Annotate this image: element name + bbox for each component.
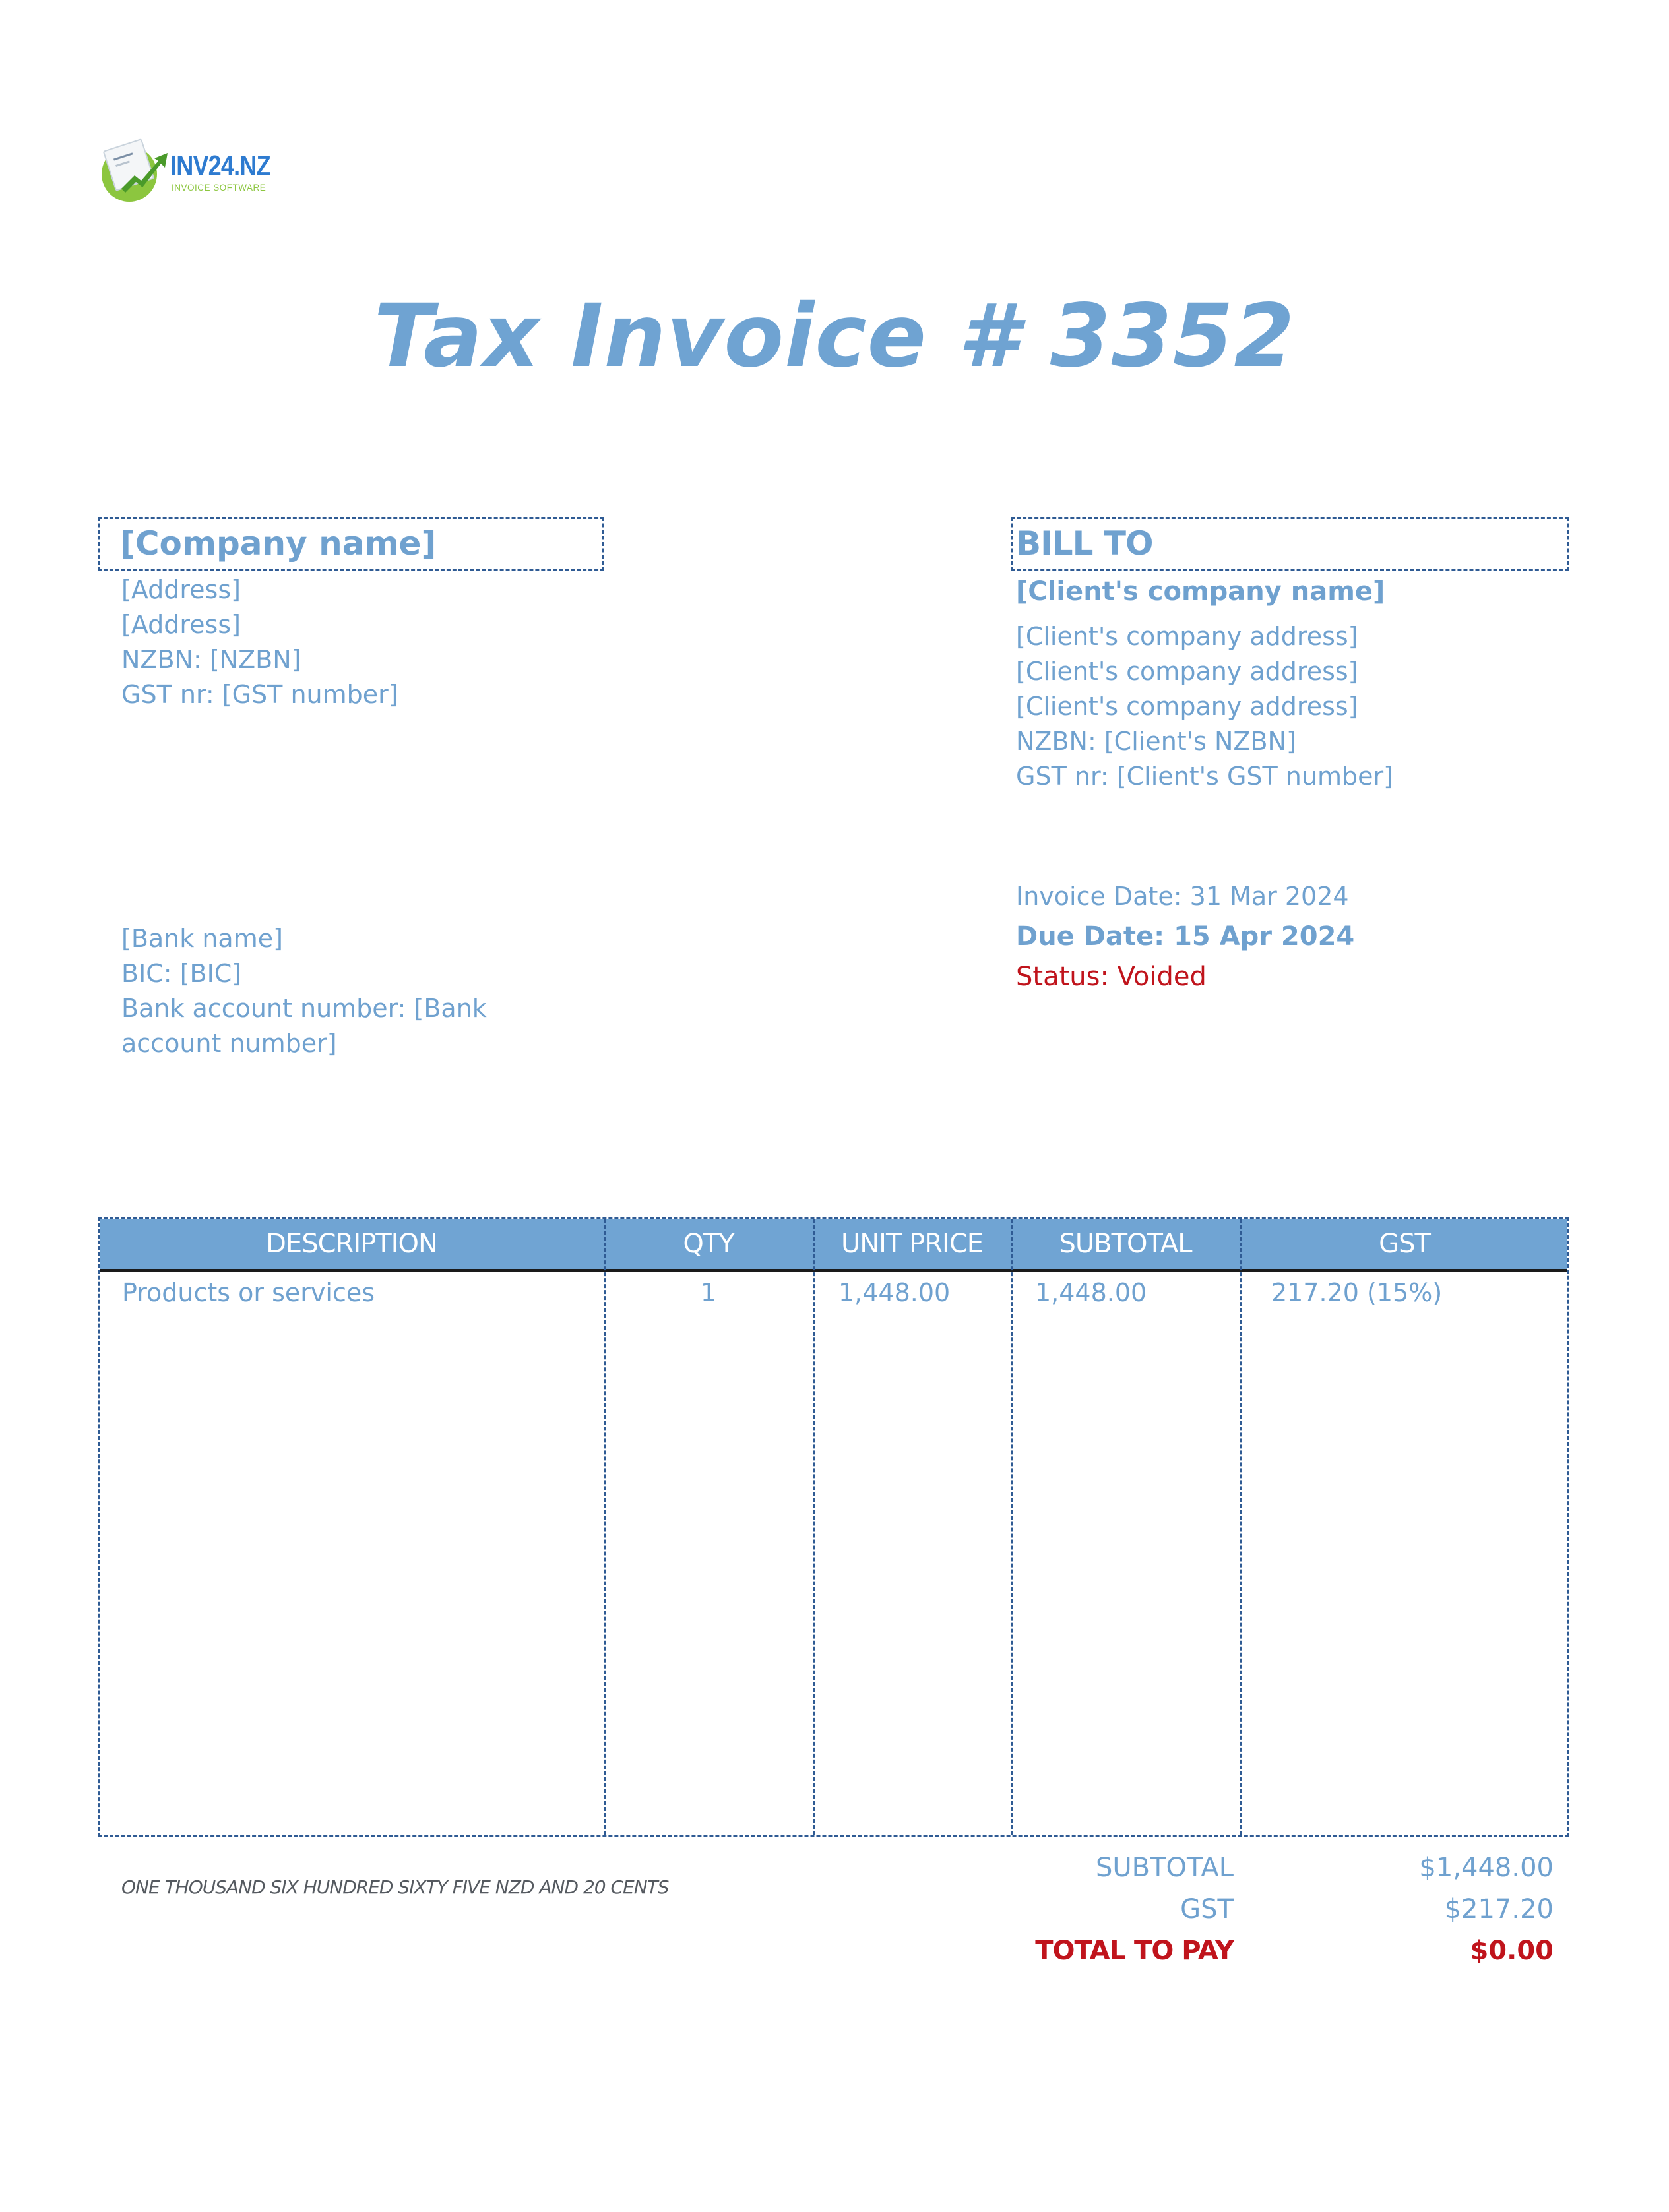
total-to-pay-value: $0.00 [1470,1936,1554,1966]
amount-in-words: ONE THOUSAND SIX HUNDRED SIXTY FIVE NZD AND 20 CENTS [121,1876,669,1898]
company-address-block [121,572,398,712]
cell-unit-price: 1,448.00 [838,1278,951,1307]
company-nzbn: NZBN: [NZBN] [121,645,301,674]
growth-arrow-icon [119,149,172,195]
brand-logo [99,140,297,199]
client-gst-number: GST nr: [Client's GST number] [1016,762,1393,791]
gst-label: GST [1180,1894,1234,1924]
cell-description: Products or services [122,1278,375,1307]
company-address-line-2: [Address] [121,610,241,639]
invoice-date: Invoice Date: 31 Mar 2024 [1016,882,1349,911]
logo-tagline: INVOICE SOFTWARE [172,183,267,193]
column-header-qty: QTY [683,1229,734,1259]
bill-to-heading: BILL TO [1016,524,1153,563]
invoice-title: Tax Invoice # 3352 [373,286,1296,387]
subtotal-label: SUBTOTAL [1095,1853,1234,1883]
client-address-line-3: [Client's company address] [1016,692,1358,721]
client-nzbn: NZBN: [Client's NZBN] [1016,727,1296,756]
client-company-name: [Client's company name] [1016,576,1385,607]
cell-subtotal: 1,448.00 [1035,1278,1147,1307]
bank-account-number: Bank account number: [Bank account number] [121,994,487,1058]
gst-value: $217.20 [1444,1894,1554,1924]
client-address-line-2: [Client's company address] [1016,657,1358,686]
column-header-unit-price: UNIT PRICE [840,1229,984,1259]
status-badge: Status: Voided [1016,962,1207,992]
bank-name: [Bank name] [121,924,283,953]
logo-brand-text: INV24.NZ [170,150,270,182]
column-header-subtotal: SUBTOTAL [1059,1229,1192,1259]
cell-gst: 217.20 (15%) [1271,1278,1443,1307]
column-header-gst: GST [1379,1229,1430,1259]
company-gst-number: GST nr: [GST number] [121,680,398,709]
subtotal-value: $1,448.00 [1419,1853,1554,1883]
column-divider [1240,1219,1242,1835]
column-header-description: DESCRIPTION [266,1229,437,1259]
line-items-table [98,1217,1569,1837]
bank-details [121,921,544,1061]
company-name: [Company name] [120,524,437,563]
bank-bic: BIC: [BIC] [121,959,242,988]
client-address-line-1: [Client's company address] [1016,622,1358,651]
column-divider [813,1219,815,1835]
invoice-meta [1016,877,1354,996]
cell-qty: 1 [700,1278,717,1307]
client-address-block [1016,619,1393,794]
due-date: Due Date: 15 Apr 2024 [1016,921,1355,952]
company-address-line-1: [Address] [121,575,241,604]
column-divider [1011,1219,1013,1835]
total-to-pay-label: TOTAL TO PAY [1035,1936,1234,1966]
